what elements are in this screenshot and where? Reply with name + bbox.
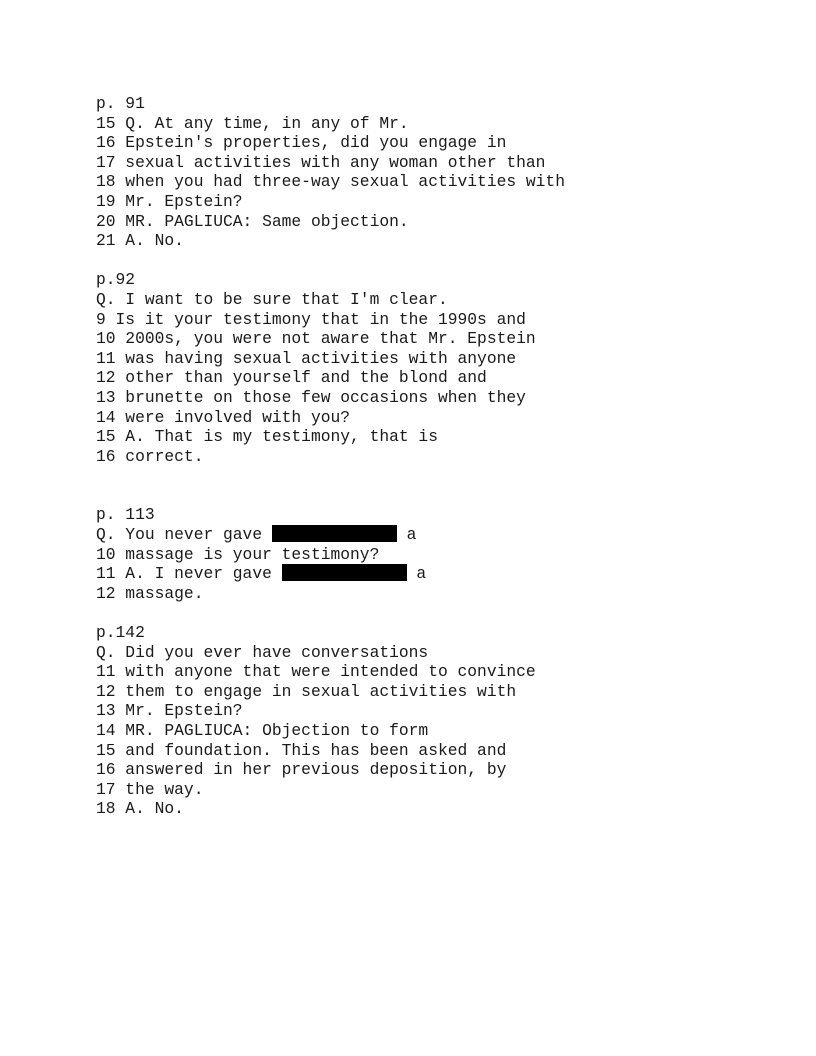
transcript-line: 18 A. No. xyxy=(96,799,184,819)
transcript-line: 10 massage is your testimony? xyxy=(96,544,380,564)
line-text: Q. You never gave xyxy=(96,525,272,545)
transcript-line: 13 Mr. Epstein? xyxy=(96,701,243,721)
transcript-page xyxy=(96,94,736,819)
transcript-line: 18 when you had three-way sexual activities with xyxy=(96,172,565,192)
transcript-line: 13 brunette on those few occasions when they xyxy=(96,387,526,407)
line-text: 11 A. I never gave xyxy=(96,564,282,584)
excerpt-p92 xyxy=(96,270,736,466)
transcript-line: 14 MR. PAGLIUCA: Objection to form xyxy=(96,721,429,740)
transcript-line: 20 MR. PAGLIUCA: Same objection. xyxy=(96,211,409,231)
transcript-line: Q. I want to be sure that I'm clear. xyxy=(96,289,448,309)
transcript-line: 10 2000s, you were not aware that Mr. Epstein xyxy=(96,329,536,349)
transcript-line: 21 A. No. xyxy=(96,231,184,251)
redaction-box xyxy=(282,564,407,581)
transcript-line: 16 answered in her previous deposition, by xyxy=(96,760,507,780)
transcript-line: 11 with anyone that were intended to convince xyxy=(96,662,536,682)
transcript-line xyxy=(96,525,736,545)
line-text: a xyxy=(406,564,427,584)
transcript-line: 17 the way. xyxy=(96,779,204,799)
transcript-line xyxy=(96,564,736,584)
page-reference: p.142 xyxy=(96,623,145,643)
transcript-line: Q. Did you ever have conversations xyxy=(96,642,429,662)
transcript-line: 14 were involved with you? xyxy=(96,407,351,427)
page-reference: p. 113 xyxy=(96,505,155,525)
transcript-line: 15 and foundation. This has been asked and xyxy=(96,740,507,760)
excerpt-p91 xyxy=(96,94,736,251)
transcript-line: 9 Is it your testimony that in the 1990s and xyxy=(96,309,526,329)
transcript-line: 19 Mr. Epstein? xyxy=(96,191,243,211)
transcript-line: 15 Q. At any time, in any of Mr. xyxy=(96,113,409,133)
transcript-line: 12 them to engage in sexual activities with xyxy=(96,681,517,701)
transcript-line: 16 correct. xyxy=(96,446,204,466)
transcript-line: 17 sexual activities with any woman other than xyxy=(96,152,546,172)
transcript-line: 11 was having sexual activities with anyone xyxy=(96,348,517,368)
page-reference: p. 91 xyxy=(96,94,145,113)
line-text: a xyxy=(396,525,417,545)
transcript-line: 16 Epstein's properties, did you engage in xyxy=(96,133,507,153)
excerpt-p142 xyxy=(96,623,736,819)
transcript-line: 12 other than yourself and the blond and xyxy=(96,368,487,388)
transcript-line: 15 A. That is my testimony, that is xyxy=(96,427,438,447)
excerpt-p113 xyxy=(96,505,736,603)
transcript-line: 12 massage. xyxy=(96,583,204,603)
redaction-box xyxy=(272,525,397,542)
page-reference: p.92 xyxy=(96,270,136,290)
